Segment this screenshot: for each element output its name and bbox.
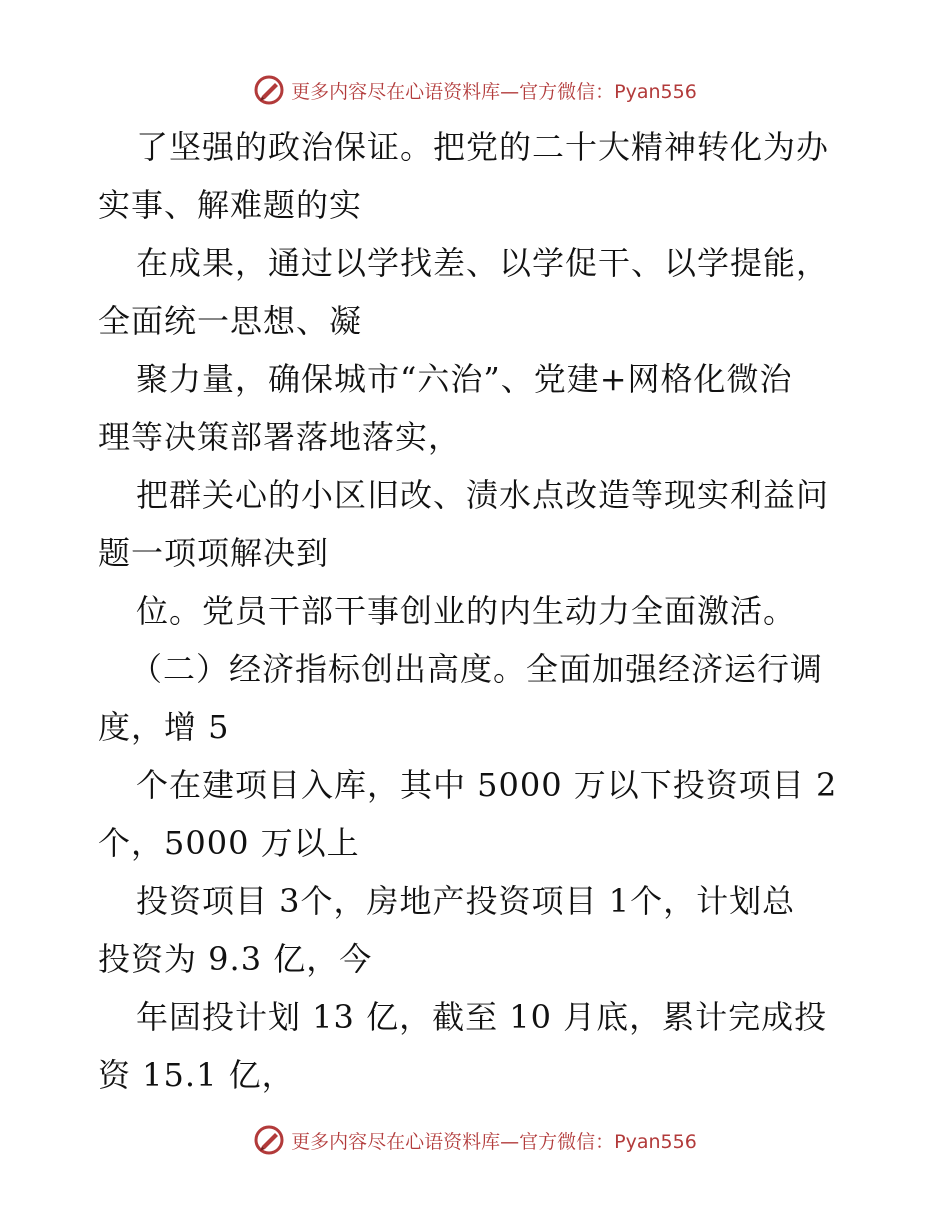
- text-line: 实事、解难题的实: [98, 186, 363, 224]
- text-line: 了坚强的政治保证。把党的二十大精神转化为办: [136, 128, 830, 166]
- header-watermark: [0, 70, 950, 110]
- text-line: 个，5000 万以上: [98, 824, 360, 862]
- text-line: 全面统一思想、凝: [98, 302, 363, 340]
- text-line: 度，增 5: [98, 708, 230, 746]
- text-line: 题一项项解决到: [98, 534, 330, 572]
- text-line: 资 15.1 亿，: [98, 1056, 295, 1094]
- text-line: 年固投计划 13 亿，截至 10 月底，累计完成投: [136, 998, 828, 1036]
- pen-logo-icon: [253, 1124, 285, 1156]
- document-body: [98, 118, 858, 1104]
- watermark-text: 更多内容尽在心语资料库—官方微信：Pyan556: [291, 80, 697, 103]
- text-line: 投资为 9.3 亿，今: [98, 940, 373, 978]
- text-line: 个在建项目入库，其中 5000 万以下投资项目 2: [136, 766, 838, 804]
- section-heading-line: （二）经济指标创出高度。全面加强经济运行调: [130, 650, 824, 688]
- text-line: 投资项目 3个，房地产投资项目 1个，计划总: [136, 882, 796, 920]
- pen-logo-icon: [253, 74, 285, 106]
- watermark-text: 更多内容尽在心语资料库—官方微信：Pyan556: [291, 1130, 697, 1153]
- text-line: 在成果，通过以学找差、以学促干、以学提能，: [136, 244, 830, 282]
- text-line: 把群关心的小区旧改、渍水点改造等现实利益问: [136, 476, 830, 514]
- footer-watermark: [0, 1120, 950, 1160]
- text-line: 理等决策部署落地落实，: [98, 418, 462, 456]
- text-line: 位。党员干部干事创业的内生动力全面激活。: [136, 592, 797, 630]
- text-line: 聚力量，确保城市“六治”、党建+网格化微治: [136, 360, 793, 398]
